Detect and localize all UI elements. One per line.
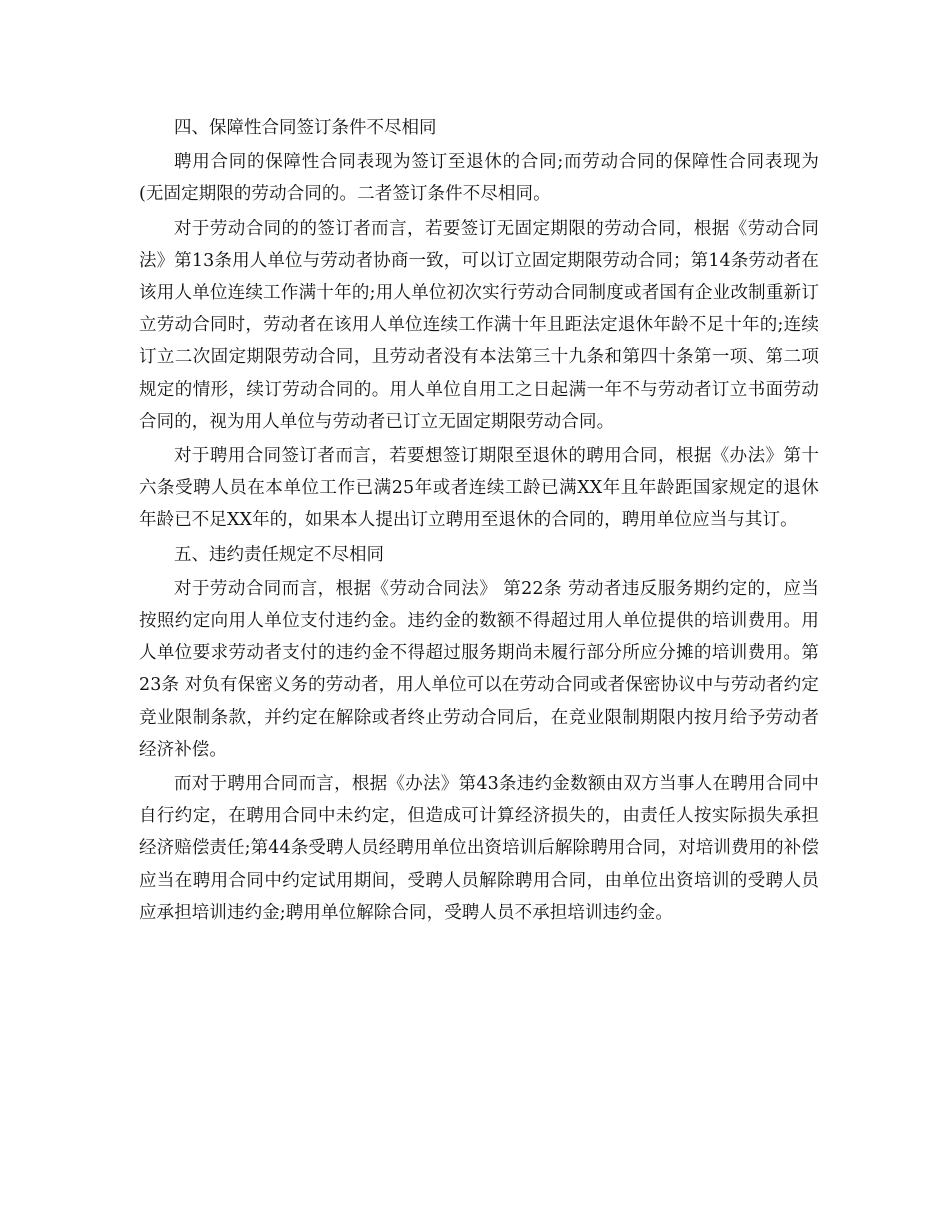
paragraph-1: 聘用合同的保障性合同表现为签订至退休的合同;而劳动合同的保障性合同表现为(无固定期限的劳动合同的。二者签订条件不尽相同。 — [139, 152, 819, 205]
document-page — [139, 112, 819, 931]
paragraph-3: 对于聘用合同签订者而言，若要想签订期限至退休的聘用合同，根据《办法》第十六条受聘人员在本单位工作已满25年或者连续工龄已满XX年且年龄距国家规定的退休年龄已不足XX年的，如果本人提出订立聘用至退休的合同的，聘用单位应当与其订。 — [139, 446, 819, 531]
section-4-heading: 四、保障性合同签订条件不尽相同 — [174, 118, 437, 138]
paragraph-5: 而对于聘用合同而言，根据《办法》第43条违约金数额由双方当事人在聘用合同中自行约定，在聘用合同中未约定，但造成可计算经济损失的，由责任人按实际损失承担经济赔偿责任;第44条受聘人员经聘用单位出资培训后解除聘用合同，对培训费用的补偿应当在聘用合同中约定试用期间，受聘人员解除聘用合同，由单位出资培训的受聘人员应承担培训违约金;聘用单位解除合同，受聘人员不承担培训违约金。 — [139, 774, 819, 923]
paragraph-4: 对于劳动合同而言，根据《劳动合同法》 第22条 劳动者违反服务期约定的，应当按照约定向用人单位支付违约金。违约金的数额不得超过用人单位提供的培训费用。用人单位要求劳动者支付的违约金不得超过服务期尚未履行部分所应分摊的培训费用。第23条 对负有保密义务的劳动者，用人单位可以在劳动合同或者保密协议中与劳动者约定竞业限制条款，并约定在解除或者终止劳动合同后，在竞业限制期限内按月给予劳动者经济补偿。 — [139, 578, 819, 760]
paragraph-2: 对于劳动合同的的签订者而言，若要签订无固定期限的劳动合同，根据《劳动合同法》第13条用人单位与劳动者协商一致，可以订立固定期限劳动合同；第14条劳动者在该用人单位连续工作满十年的;用人单位初次实行劳动合同制度或者国有企业改制重新订立劳动合同时，劳动者在该用人单位连续工作满十年且距法定退休年龄不足十年的;连续订立二次固定期限劳动合同，且劳动者没有本法第三十九条和第四十条第一项、第二项规定的情形，续订劳动合同的。用人单位自用工之日起满一年不与劳动者订立书面劳动合同的，视为用人单位与劳动者已订立无固定期限劳动合同。 — [139, 218, 819, 432]
section-5-heading: 五、违约责任规定不尽相同 — [174, 544, 384, 565]
